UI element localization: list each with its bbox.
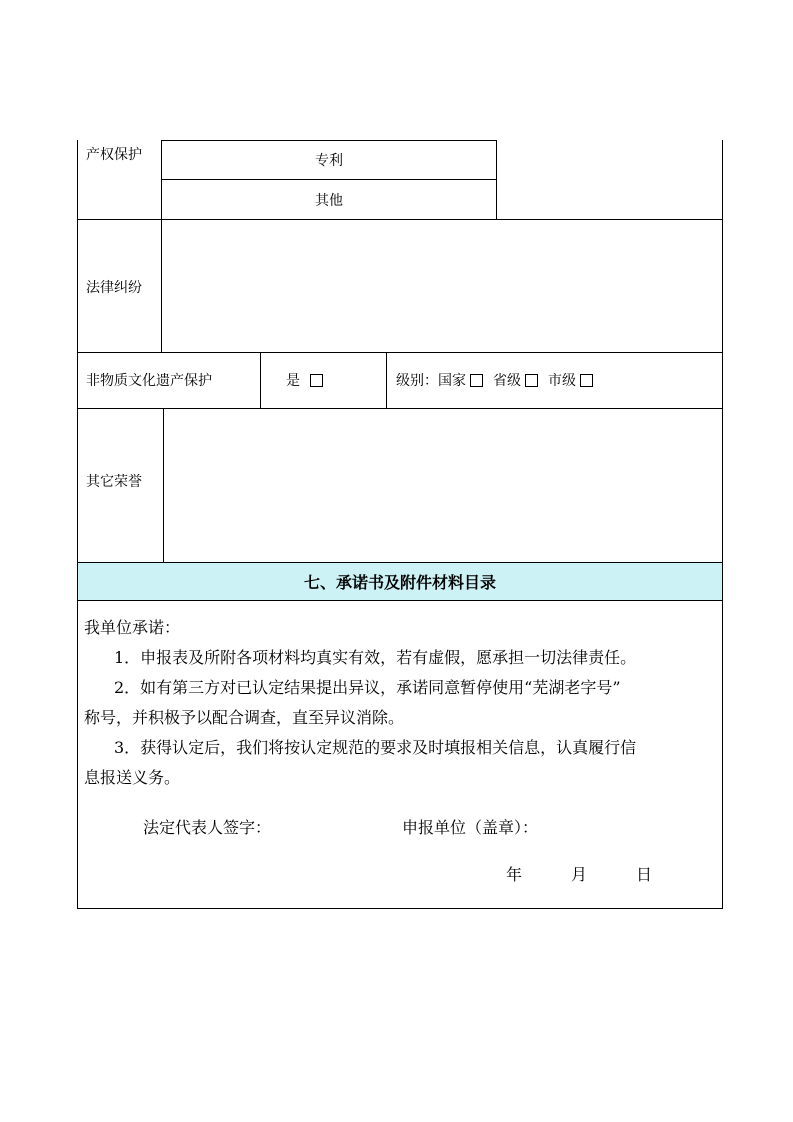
commitment-item-3a: 3．获得认定后，我们将按认定规范的要求及时填报相关信息，认真履行信 — [114, 738, 637, 757]
commitment-item-3b: 息报送义务。 — [84, 768, 181, 787]
legal-disputes-label: 法律纠纷 — [86, 280, 142, 296]
ich-provincial-checkbox[interactable] — [525, 374, 538, 387]
ich-level-city: 市级 — [548, 373, 576, 389]
ich-level-label: 级别： — [396, 373, 438, 389]
other-honors-label: 其它荣誉 — [86, 474, 142, 490]
ip-row-patent: 专利 — [315, 153, 343, 169]
ich-label: 非物质文化遗产保护 — [86, 373, 212, 389]
ich-level-national: 国家 — [438, 373, 466, 389]
date-day: 日 — [636, 865, 653, 884]
ip-protection-label: 产权保护 — [86, 147, 142, 163]
section-title: 七、承诺书及附件材料目录 — [303, 572, 496, 592]
ich-level-group — [396, 352, 593, 408]
ich-national-checkbox[interactable] — [470, 374, 483, 387]
commitment-item-2b: 称号，并积极予以配合调查，直至异议消除。 — [84, 708, 405, 727]
commitment-item-2a: 2．如有第三方对已认定结果提出异议，承诺同意暂停使用“芜湖老字号” — [114, 678, 621, 697]
commitment-intro: 我单位承诺： — [84, 618, 181, 637]
date-month: 月 — [571, 865, 588, 884]
ip-row-other: 其他 — [315, 192, 343, 209]
ich-level-provincial: 省级 — [493, 373, 521, 389]
ich-city-checkbox[interactable] — [580, 374, 593, 387]
legal-rep-signature-label: 法定代表人签字： — [143, 818, 272, 837]
unit-seal-label: 申报单位（盖章）： — [402, 818, 539, 837]
ich-yes-checkbox[interactable] — [310, 374, 323, 387]
ich-yes-option[interactable] — [286, 352, 323, 408]
ich-yes-label: 是 — [286, 373, 300, 389]
commitment-item-1: 1．申报表及所附各项材料均真实有效，若有虚假，愿承担一切法律责任。 — [114, 648, 637, 667]
date-year: 年 — [506, 865, 523, 884]
